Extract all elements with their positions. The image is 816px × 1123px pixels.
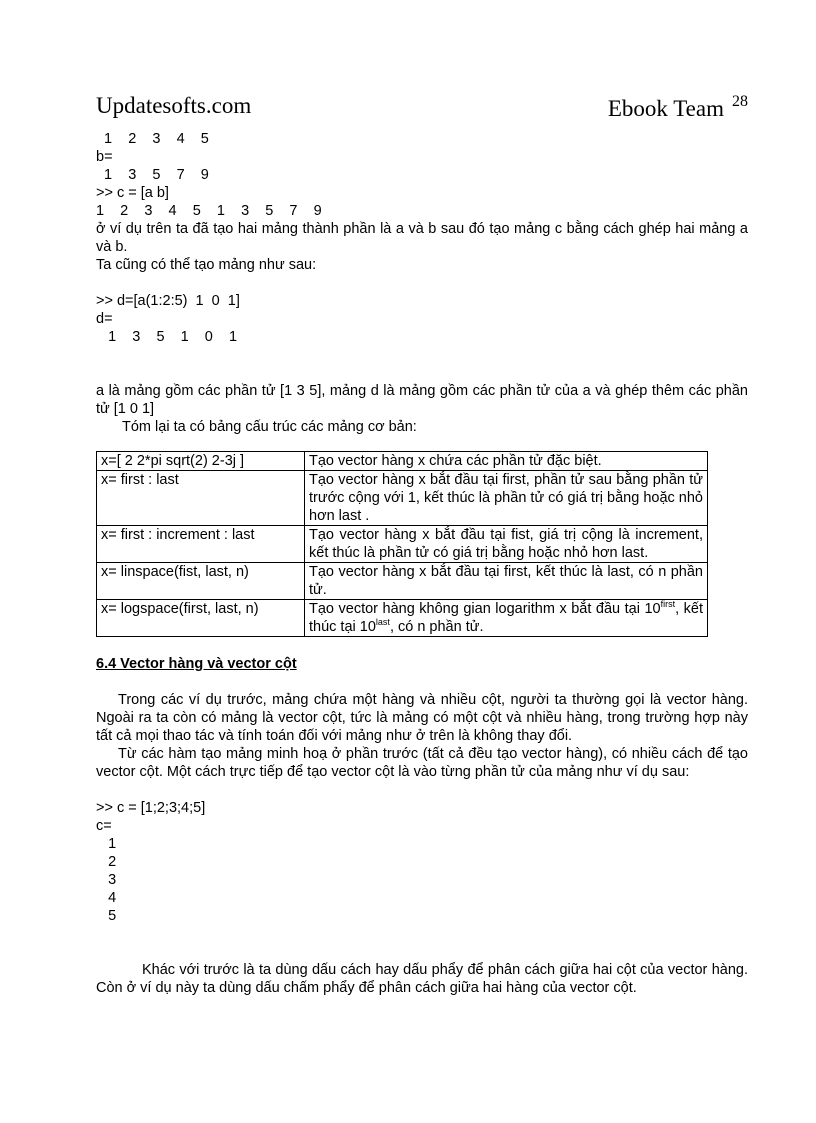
code-line: 2 xyxy=(96,854,117,870)
code-line: >> c = [a b] xyxy=(96,185,169,201)
paragraph: ở ví dụ trên ta đã tạo hai mảng thành phần là a và b sau đó tạo mảng c bằng cách ghép hai mảng a và b. xyxy=(96,221,748,255)
code-line: 1 2 3 4 5 xyxy=(96,131,209,147)
table-cell-description: Tạo vector hàng x chứa các phần tử đặc biệt. xyxy=(305,452,708,471)
superscript: last xyxy=(375,617,390,628)
code-line: 4 xyxy=(96,890,117,906)
page-content xyxy=(96,130,748,997)
code-line: b= xyxy=(96,149,113,165)
table-cell-syntax: x=[ 2 2*pi sqrt(2) 2-3j ] xyxy=(97,452,305,471)
desc-part: Tạo vector hàng không gian logarithm x bắt đầu tại 10 xyxy=(309,601,661,617)
table-cell-syntax: x= first : increment : last xyxy=(97,526,305,563)
paragraph: Trong các ví dụ trước, mảng chứa một hàng và nhiều cột, người ta thường gọi là vector hàng. Ngoài ra ta còn có mảng là vector cột, tức là mảng có một cột và nhiều hàng, trong trường hợp này tất cả mọi thao tác và tính toán đối với mảng như ở trên là không thay đổi. xyxy=(96,692,748,744)
table-cell-syntax: x= first : last xyxy=(97,471,305,526)
section-title: 6.4 Vector hàng và vector cột xyxy=(96,656,297,672)
table-row xyxy=(97,526,708,563)
code-line: d= xyxy=(96,311,113,327)
table-row xyxy=(97,471,708,526)
paragraph: a là mảng gồm các phần tử [1 3 5], mảng d là mảng gồm các phần tử của a và ghép thêm các phần tử [1 0 1] xyxy=(96,383,748,417)
code-line: 1 xyxy=(96,836,117,852)
paragraph: Ta cũng có thể tạo mảng như sau: xyxy=(96,257,317,273)
paragraph: Khác với trước là ta dùng dấu cách hay dấu phẩy để phân cách giữa hai cột của vector hàng. Còn ở ví dụ này ta dùng dấu chấm phẩy để phân cách giữa hai hàng của vector cột. xyxy=(96,962,748,996)
superscript: first xyxy=(660,599,676,610)
table-row xyxy=(97,452,708,471)
code-line: 3 xyxy=(96,872,117,888)
table-cell-syntax: x= logspace(first, last, n) xyxy=(97,600,305,637)
array-summary-table xyxy=(96,451,708,637)
table-row xyxy=(97,600,708,637)
desc-part: , kết thúc tại 10 xyxy=(309,601,703,635)
table-row xyxy=(97,563,708,600)
table-cell-syntax: x= linspace(fist, last, n) xyxy=(97,563,305,600)
header-team xyxy=(608,93,748,122)
table-cell-description: Tạo vector hàng x bắt đầu tại first, kết thúc là last, có n phần tử. xyxy=(305,563,708,600)
code-line: 1 2 3 4 5 1 3 5 7 9 xyxy=(96,203,322,219)
table-cell-description: Tạo vector hàng x bắt đầu tại fist, giá trị cộng là increment, kết thúc là phần tử có giá trị bằng hoặc nhỏ hơn last. xyxy=(305,526,708,563)
page-number: 28 xyxy=(732,93,748,110)
desc-part: , có n phần tử. xyxy=(389,619,484,635)
code-line: >> c = [1;2;3;4;5] xyxy=(96,800,206,816)
header-team-label: Ebook Team xyxy=(607,96,724,121)
table-cell-description xyxy=(305,600,708,637)
paragraph: Tóm lại ta có bảng cấu trúc các mảng cơ bản: xyxy=(122,419,417,435)
code-line: >> d=[a(1:2:5) 1 0 1] xyxy=(96,293,240,309)
code-line: 1 3 5 1 0 1 xyxy=(96,329,238,345)
code-line: 1 3 5 7 9 xyxy=(96,167,209,183)
header-site-name: Updatesofts.com xyxy=(96,93,252,118)
paragraph: Từ các hàm tạo mảng minh hoạ ở phần trước (tất cả đều tạo vector hàng), có nhiều cách để tạo vector cột. Một cách trực tiếp để tạo vector cột là vào từng phần tử của mảng như ví dụ sau: xyxy=(96,746,748,780)
table-cell-description: Tạo vector hàng x bắt đầu tại first, phần tử sau bằng phần tử trước cộng với 1, kết thúc là phần tử có giá trị bằng hoặc nhỏ hơn last . xyxy=(305,471,708,526)
code-line: c= xyxy=(96,818,112,834)
code-line: 5 xyxy=(96,908,117,924)
